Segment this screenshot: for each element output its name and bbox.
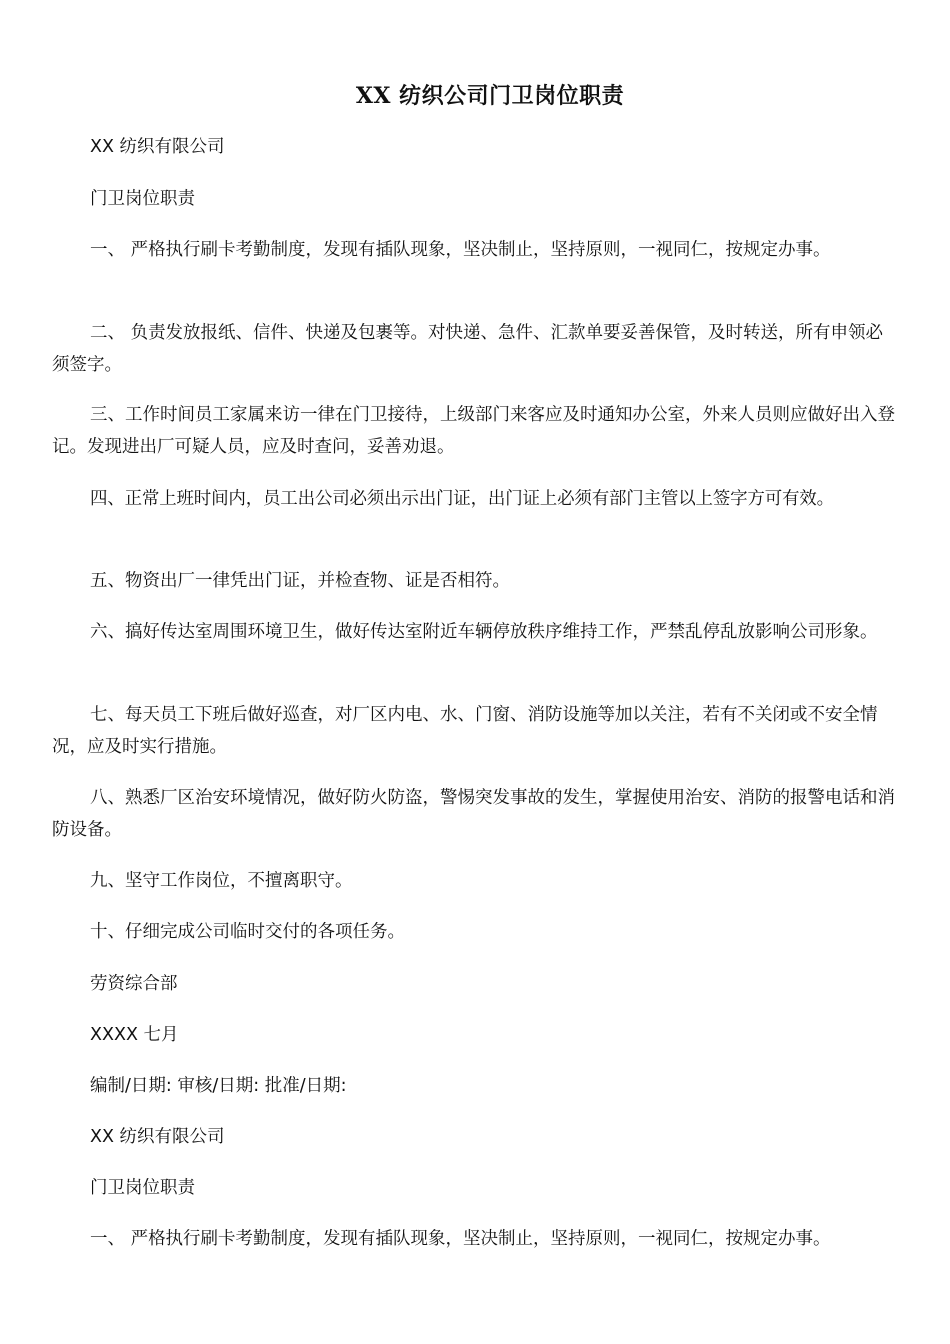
duty-item-6: 六、搞好传达室周围环境卫生，做好传达室附近车辆停放秩序维持工作，严禁乱停乱放影响公司形象。: [90, 622, 878, 642]
duty-item-3: 三、工作时间员工家属来访一律在门卫接待，上级部门来客应及时通知办公室，外来人员则应做好出入登记。发现进出厂可疑人员，应及时查问，妥善劝退。: [52, 405, 895, 457]
section-heading-repeat: 门卫岗位职责: [90, 1178, 195, 1198]
department-name: 劳资综合部: [90, 974, 178, 994]
duty-item-4: 四、正常上班时间内，员工出公司必须出示出门证，出门证上必须有部门主管以上签字方可有效。: [90, 489, 834, 509]
section-heading: 门卫岗位职责: [90, 189, 195, 209]
duty-item-7: 七、每天员工下班后做好巡查，对厂区内电、水、门窗、消防设施等加以关注，若有不关闭或不安全情况，应及时实行措施。: [52, 705, 878, 757]
duty-item-8: 八、熟悉厂区治安环境情况，做好防火防盗，警惕突发事故的发生，掌握使用治安、消防的报警电话和消防设备。: [52, 788, 895, 840]
duty-item-2: 二、 负责发放报纸、信件、快递及包裹等。对快递、急件、汇款单要妥善保管，及时转送，所有申领必须签字。: [52, 323, 884, 375]
duty-item-1-repeat: 一、 严格执行刷卡考勤制度，发现有插队现象，坚决制止，坚持原则，一视同仁，按规定办事。: [90, 1229, 831, 1249]
duty-item-1: 一、 严格执行刷卡考勤制度，发现有插队现象，坚决制止，坚持原则，一视同仁，按规定办事。: [90, 240, 831, 260]
company-name-repeat: XX 纺织有限公司: [90, 1127, 225, 1147]
approval-line: 编制/日期: 审核/日期: 批准/日期:: [90, 1076, 347, 1096]
duty-item-5: 五、物资出厂一律凭出门证，并检查物、证是否相符。: [90, 571, 510, 591]
company-name: XX 纺织有限公司: [90, 137, 225, 157]
document-title: XX 纺织公司门卫岗位职责: [355, 83, 625, 109]
duty-item-9: 九、坚守工作岗位，不擅离职守。: [90, 871, 353, 891]
duty-item-10: 十、仔细完成公司临时交付的各项任务。: [90, 922, 405, 942]
document-date: XXXX 七月: [90, 1025, 179, 1045]
